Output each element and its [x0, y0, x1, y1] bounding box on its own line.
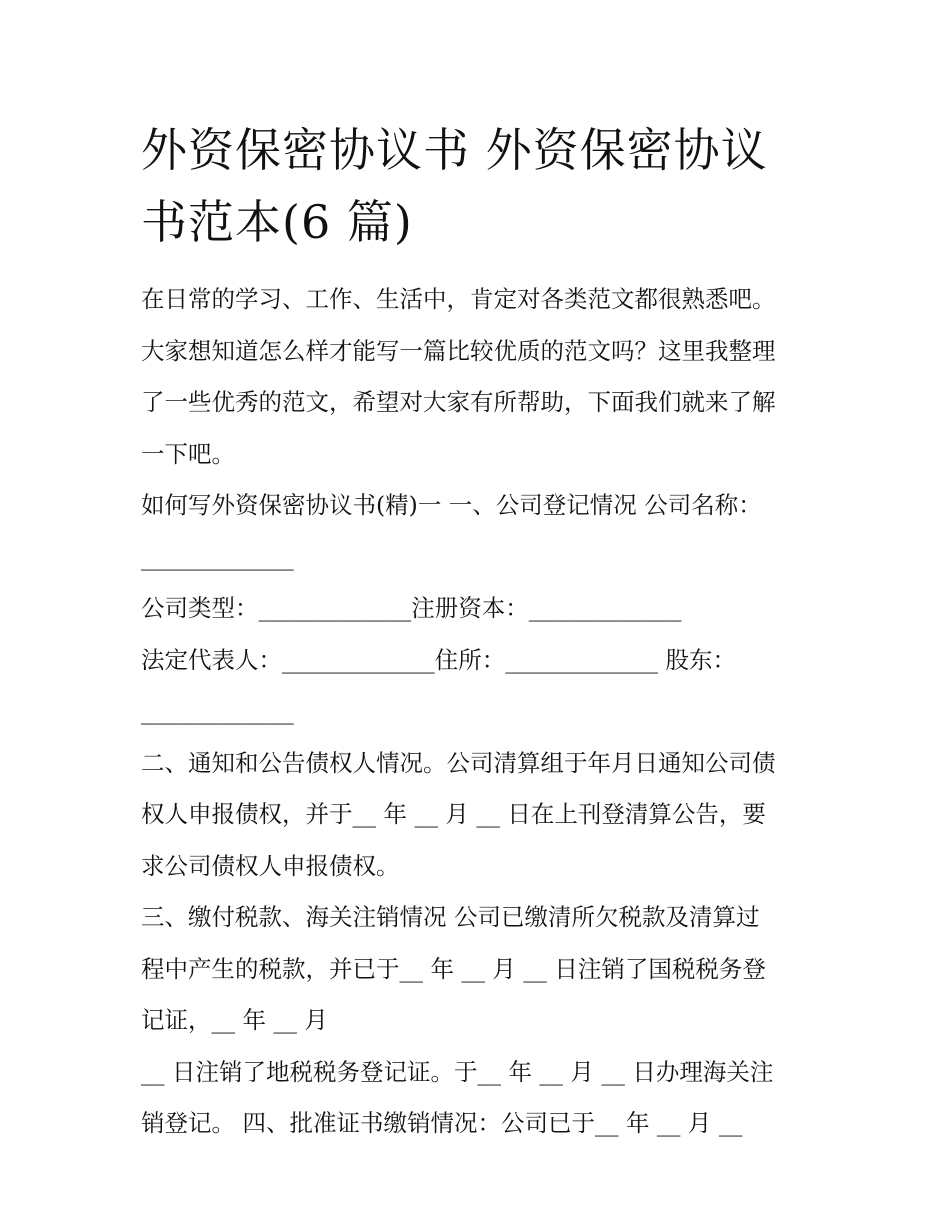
section-two-line: 求公司债权人申报债权。: [141, 851, 400, 880]
section-three-line: 记证，__ 年 __ 月: [141, 1006, 328, 1034]
company-type-line: 公司类型：_____________注册资本：_____________: [141, 594, 682, 622]
section-three-line: 程中产生的税款，并已于__ 年 __ 月 __ 日注销了国税税务登: [141, 954, 766, 983]
intro-line: 大家想知道怎么样才能写一篇比较优质的范文吗？这里我整理: [141, 336, 776, 365]
title-line: 外资保密协议书 外资保密协议: [141, 123, 768, 177]
document-body: [141, 274, 821, 1150]
intro-line: 了一些优秀的范文，希望对大家有所帮助，下面我们就来了解: [141, 388, 776, 416]
section-heading-line: 如何写外资保密协议书(精)一 一、公司登记情况 公司名称：: [141, 491, 762, 519]
blank-field-line: _____________: [141, 542, 294, 571]
title-line: 书范本(6 篇): [141, 195, 413, 249]
section-four-line: 销登记。 四、批准证书缴销情况：公司已于__ 年 __ 月 __: [141, 1109, 743, 1137]
blank-field-line: _____________: [141, 697, 294, 725]
section-three-line: __ 日注销了地税税务登记证。于__ 年 __ 月 __ 日办理海关注: [141, 1057, 774, 1086]
section-two-line: 权人申报债权，并于__ 年 __ 月 __ 日在上刊登清算公告，要: [141, 800, 766, 828]
legal-rep-line: 法定代表人：_____________住所：_____________ 股东：: [141, 645, 736, 674]
intro-line: 在日常的学习、工作、生活中，肯定对各类范文都很熟悉吧。: [141, 285, 776, 313]
section-three-line: 三、缴付税款、海关注销情况 公司已缴清所欠税款及清算过: [141, 903, 760, 931]
document-title: [141, 114, 821, 258]
intro-line: 一下吧。: [141, 439, 235, 468]
section-two-line: 二、通知和公告债权人情况。公司清算组于年月日通知公司债: [141, 748, 776, 777]
